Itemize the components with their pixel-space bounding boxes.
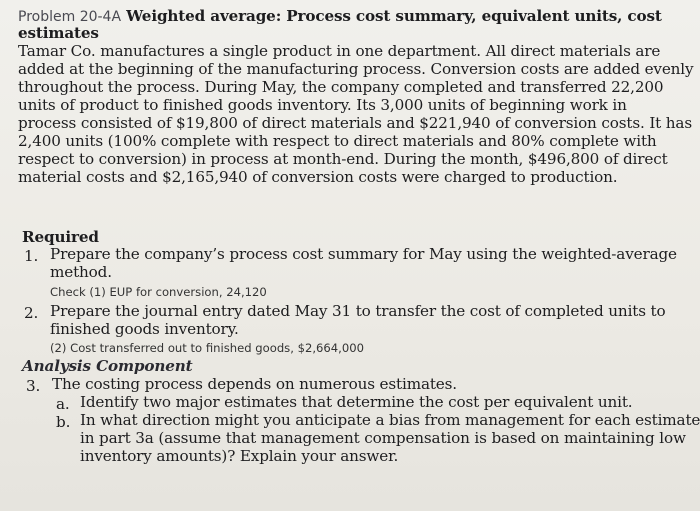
- analysis-heading: Analysis Component: [22, 357, 193, 375]
- paragraph-line: process consisted of $19,800 of direct materials and $221,940 of conversion costs. It has: [18, 114, 692, 132]
- paragraph-line: added at the beginning of the manufacturing process. Conversion costs are added evenly: [18, 60, 694, 78]
- item3b-label: b.: [56, 413, 71, 431]
- item1-number: 1.: [24, 247, 39, 265]
- item3b-line1: In what direction might you anticipate a bias from management for each estimate: [80, 411, 700, 429]
- paragraph-line: Tamar Co. manufactures a single product in one department. All direct materials are: [18, 42, 661, 60]
- item1-line2: method.: [50, 263, 112, 281]
- problem-title-line1: Weighted average: Process cost summary, equivalent units, cost: [126, 7, 662, 25]
- paragraph-line: 2,400 units (100% complete with respect to direct materials and 80% complete with: [18, 132, 657, 150]
- problem-label: Problem 20-4A: [18, 9, 122, 25]
- item1-line1: Prepare the company’s process cost summary for May using the weighted-average: [50, 245, 677, 263]
- paragraph-line: material costs and $2,165,940 of conversion costs were charged to production.: [18, 168, 618, 186]
- paragraph-line: units of product to finished goods inventory. Its 3,000 units of beginning work in: [18, 96, 627, 114]
- item3b-line2: in part 3a (assume that management compensation is based on maintaining low: [80, 429, 686, 447]
- problem-title: [18, 6, 662, 25]
- item2-check: (2) Cost transferred out to finished goods, $2,664,000: [50, 341, 364, 355]
- item2-line2: finished goods inventory.: [50, 320, 239, 338]
- item3a-text: Identify two major estimates that determine the cost per equivalent unit.: [80, 393, 633, 411]
- required-heading: Required: [22, 228, 99, 246]
- paragraph-line: throughout the process. During May, the company completed and transferred 22,200: [18, 78, 664, 96]
- item3-text: The costing process depends on numerous estimates.: [52, 375, 457, 393]
- item3b-line3: inventory amounts)? Explain your answer.: [80, 447, 399, 465]
- item3a-label: a.: [56, 395, 70, 413]
- problem-title-line2: estimates: [18, 24, 99, 42]
- paragraph-line: respect to conversion) in process at month-end. During the month, $496,800 of direct: [18, 150, 668, 168]
- item2-number: 2.: [24, 304, 39, 322]
- item1-check: Check (1) EUP for conversion, 24,120: [50, 285, 267, 299]
- item2-line1: Prepare the journal entry dated May 31 to transfer the cost of completed units to: [50, 302, 666, 320]
- item3-number: 3.: [26, 377, 41, 395]
